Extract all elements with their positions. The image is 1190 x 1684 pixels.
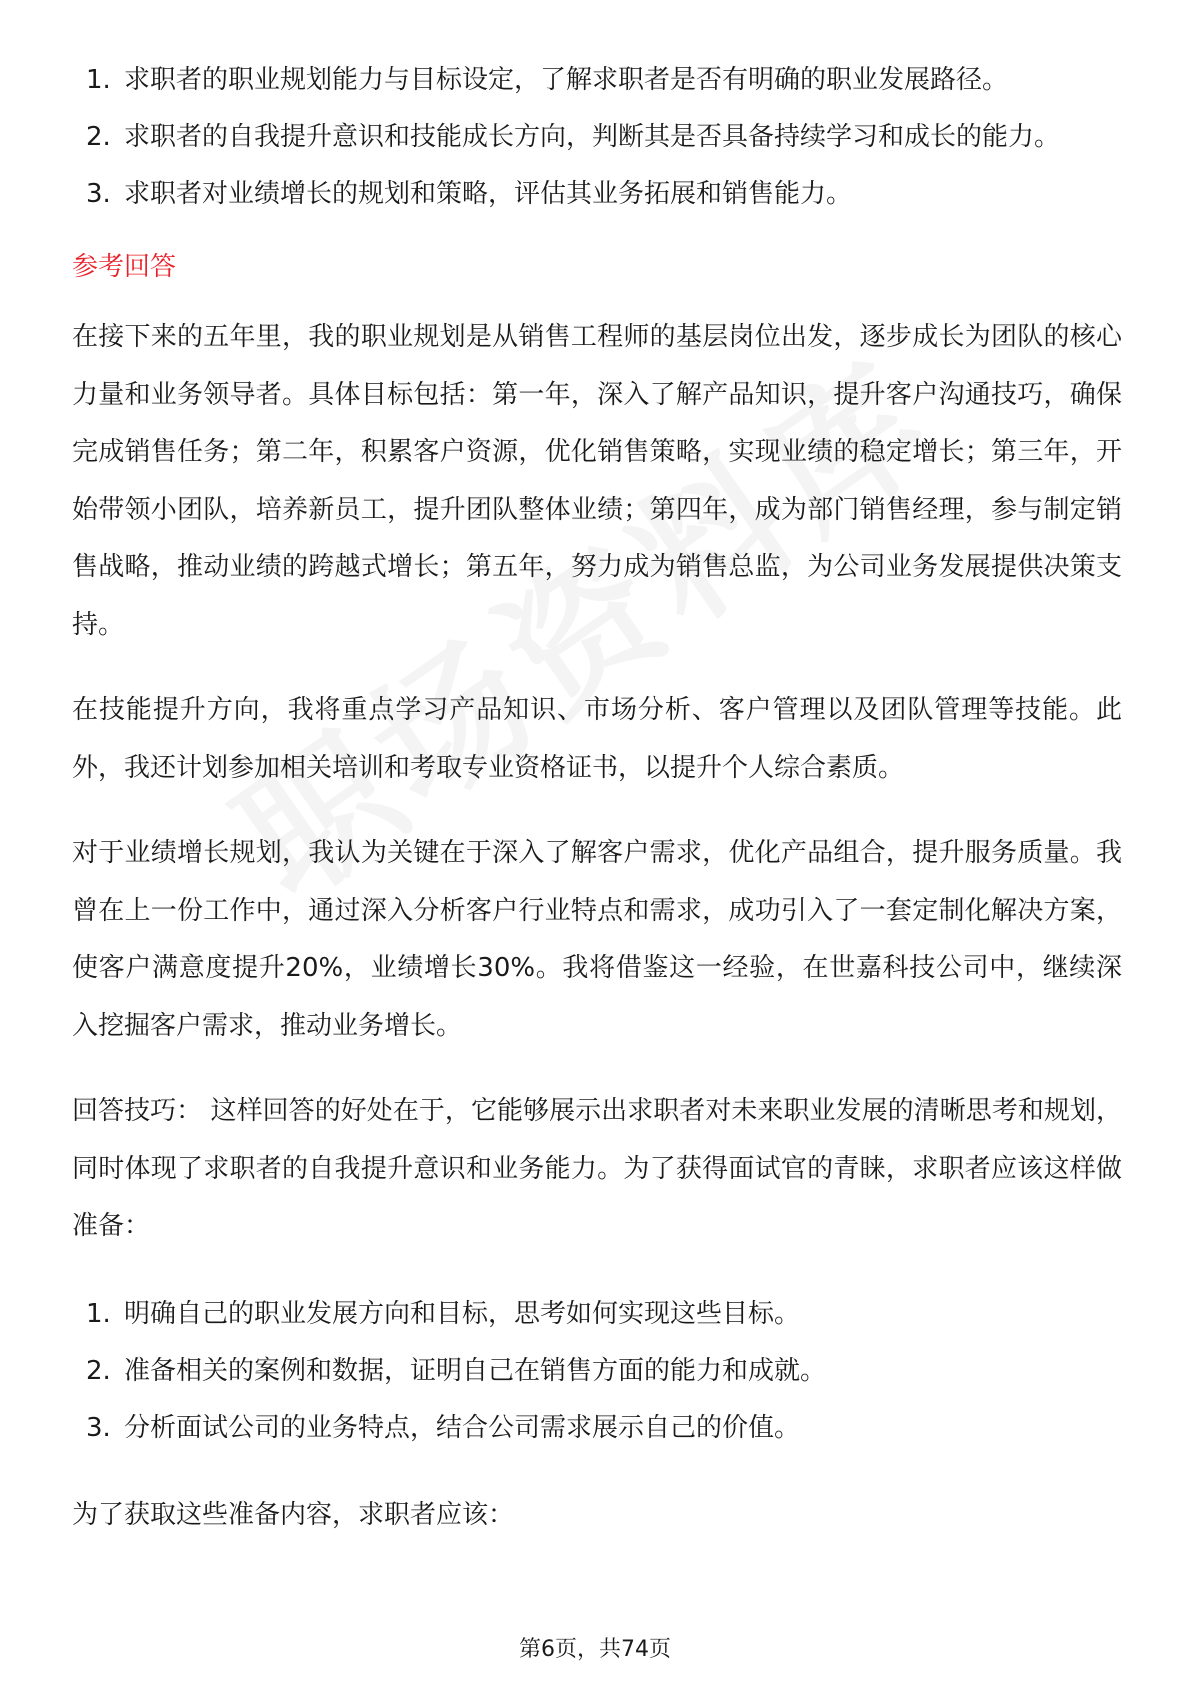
list-text: 准备相关的案例和数据，证明自己在销售方面的能力和成就。 — [124, 1355, 827, 1386]
list-item — [72, 166, 1122, 223]
list-number: 2. — [86, 122, 111, 152]
list-number: 3. — [86, 1412, 111, 1443]
list-item — [72, 52, 1122, 109]
page-number: 第6页，共74页 — [519, 1637, 671, 1662]
section-heading: 参考回答 — [72, 252, 177, 282]
answer-paragraph-plan: 在接下来的五年里，我的职业规划是从销售工程师的基层岗位出发，逐步成长为团队的核心力量和业务领导者。具体目标包括：第一年，深入了解产品知识，提升客户沟通技巧，确保完成销售任务；第二年，积累客户资源，优化销售策略，实现业绩的稳定增长；第三年，开始带领小团队，培养新员工，提升团队整体业绩；第四年，成为部门销售经理，参与制定销售战略，推动业绩的跨越式增长；第五年，努力成为销售总监，为公司业务发展提供决策支持。 — [72, 322, 1122, 640]
list-number: 3. — [86, 179, 111, 209]
list-number: 1. — [86, 65, 111, 95]
list-text: 求职者的职业规划能力与目标设定，了解求职者是否有明确的职业发展路径。 — [124, 65, 1009, 95]
list-text: 明确自己的职业发展方向和目标，思考如何实现这些目标。 — [124, 1298, 801, 1329]
preparation-list — [72, 1286, 1122, 1457]
list-item — [72, 1400, 1122, 1457]
list-text: 求职者对业绩增长的规划和策略，评估其业务拓展和销售能力。 — [124, 179, 853, 209]
list-number: 1. — [86, 1298, 111, 1329]
list-item — [72, 1343, 1122, 1400]
answer-tips-paragraph: 回答技巧： 这样回答的好处在于，它能够展示出求职者对未来职业发展的清晰思考和规划，同时体现了求职者的自我提升意识和业务能力。为了获得面试官的青睐，求职者应该这样做准备： — [72, 1096, 1122, 1241]
lead-out-text: 为了获取这些准备内容，求职者应该： — [72, 1499, 515, 1530]
criteria-list — [72, 52, 1122, 223]
list-text: 求职者的自我提升意识和技能成长方向，判断其是否具备持续学习和成长的能力。 — [124, 122, 1061, 152]
list-text: 分析面试公司的业务特点，结合公司需求展示自己的价值。 — [124, 1412, 801, 1443]
answer-paragraph-growth: 对于业绩增长规划，我认为关键在于深入了解客户需求，优化产品组合，提升服务质量。我曾在上一份工作中，通过深入分析客户行业特点和需求，成功引入了一套定制化解决方案，使客户满意度提升20%，业绩增长30%。我将借鉴这一经验，在世嘉科技公司中，继续深入挖掘客户需求，推动业务增长。 — [72, 838, 1122, 1041]
list-number: 2. — [86, 1355, 111, 1386]
list-item — [72, 109, 1122, 166]
document-page — [72, 52, 1122, 1544]
list-item — [72, 1286, 1122, 1343]
answer-paragraph-skills: 在技能提升方向，我将重点学习产品知识、市场分析、客户管理以及团队管理等技能。此外，我还计划参加相关培训和考取专业资格证书，以提升个人综合素质。 — [72, 695, 1122, 783]
